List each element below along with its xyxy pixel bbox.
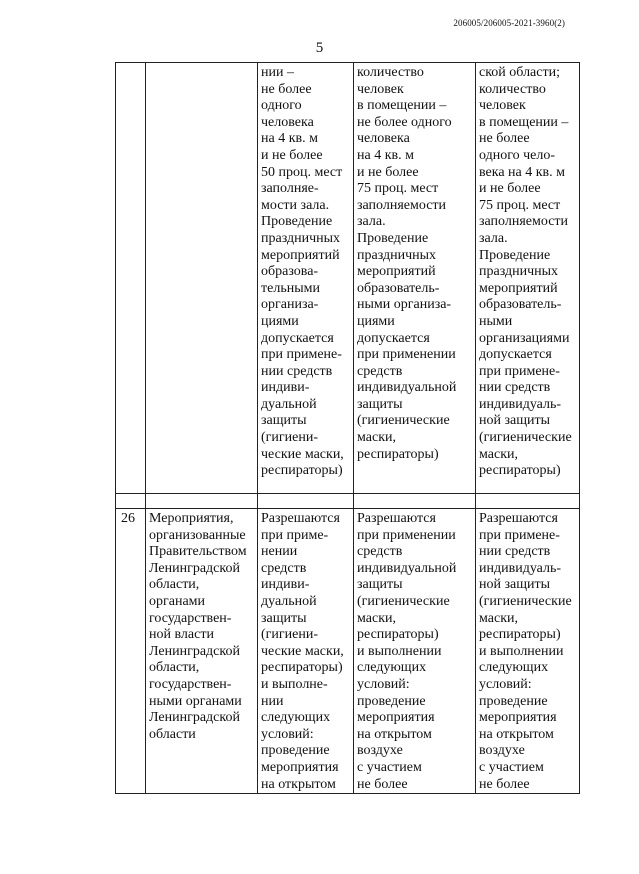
table-row (116, 509, 580, 794)
page-number: 5 (315, 40, 324, 56)
restriction-cell: нии – не более одного человека на 4 кв. м и не более 50 проц. мест заполняе- мости зала. Проведение праздничных мероприятий образова- тельными организа- циями допускается при примене- нии средств индиви- дуальной защиты (гигиени- ческие маски, респираторы) (258, 63, 354, 494)
restriction-cell: Разрешаются при примене- нии средств индивидуаль- ной защиты (гигиенические маски, респираторы) и выполнении следующих условий: проведение мероприятия на открытом воздухе с участием не более (476, 509, 580, 794)
restriction-cell: количество человек в помещении – не более одного человека на 4 кв. м и не более 75 проц. мест заполняемости зала. Проведение праздничных мероприятий образователь- ными организа- циями допускается при применении средств индивидуальной защиты (гигиенические маски, респираторы) (354, 63, 476, 494)
event-cell (146, 63, 258, 494)
restriction-cell: Разрешаются при применении средств индивидуальной защиты (гигиенические маски, респираторы) и выполнении следующих условий: проведение мероприятия на открытом воздухе с участием не более (354, 509, 476, 794)
restrictions-table (115, 62, 580, 794)
row-number-cell: 26 (116, 509, 146, 794)
row-number-cell (116, 63, 146, 494)
document-id: 206005/206005-2021-3960(2) (453, 18, 565, 28)
restriction-cell: ской области; количество человек в помещении – не более одного чело- века на 4 кв. м и не более 75 проц. мест заполняемости зала. Проведение праздничных мероприятий образователь- ными организациями допускается при примене- нии средств индивидуаль- ной защиты (гигиенические маски, респираторы) (476, 63, 580, 494)
restriction-cell: Разрешаются при приме- нении средств индиви- дуальной защиты (гигиени- ческие маски, респираторы) и выполне- нии следующих условий: проведение мероприятия на открытом (258, 509, 354, 794)
row-separator (116, 494, 580, 509)
event-cell: Мероприятия, организованные Правительством Ленинградской области, органами государствен- ной власти Ленинградской области, государствен- ными органами Ленинградской области (146, 509, 258, 794)
table-row (116, 63, 580, 494)
